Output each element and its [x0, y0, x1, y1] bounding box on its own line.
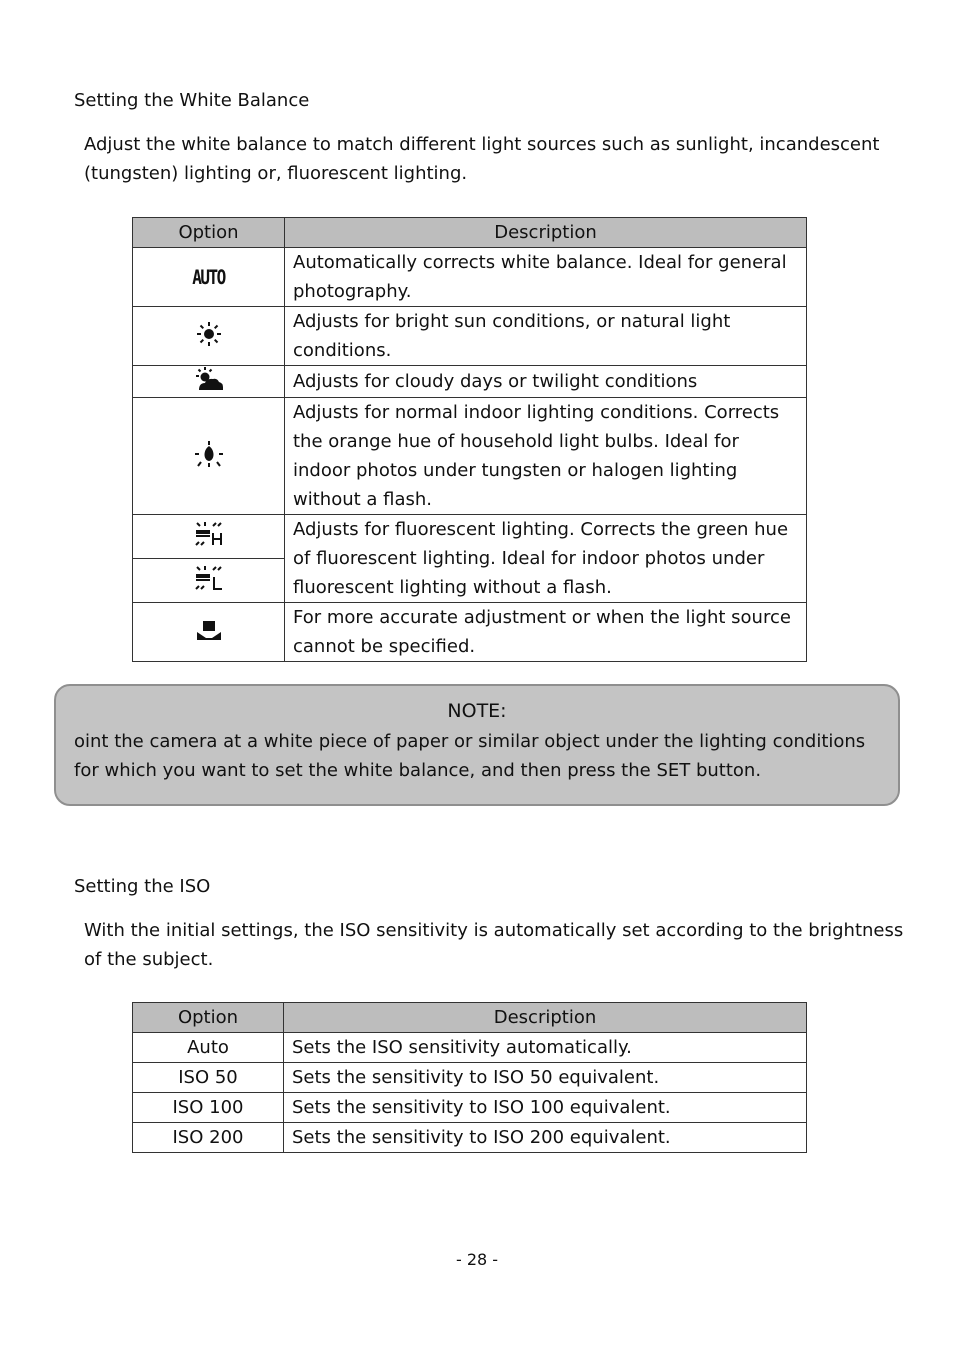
description-cell: Sets the ISO sensitivity automatically.	[284, 1033, 807, 1063]
iso-options-table	[132, 1002, 807, 1153]
table-row	[133, 1063, 807, 1093]
option-cell	[133, 307, 285, 366]
cloudy-icon	[194, 366, 224, 397]
page-number: - 28 -	[455, 1250, 499, 1269]
description-cell: Adjusts for bright sun conditions, or natural light conditions.	[285, 307, 807, 366]
col-option-header: Option	[133, 218, 285, 248]
iso-intro-paragraph: With the initial settings, the ISO sensitivity is automatically set according to the brightness of the subject.	[84, 920, 904, 970]
description-cell: Sets the sensitivity to ISO 200 equivalent.	[284, 1123, 807, 1153]
option-cell	[133, 248, 285, 307]
wb-options-table	[132, 217, 807, 662]
option-cell	[133, 366, 285, 398]
note-box	[54, 684, 900, 806]
iso-section-heading: Setting the ISO	[74, 876, 211, 897]
note-title: NOTE:	[447, 700, 507, 722]
table-row	[133, 307, 807, 366]
option-cell	[133, 603, 285, 662]
set-button-name: SET	[656, 760, 691, 781]
auto-wb-icon: AUTO	[192, 266, 225, 289]
table-header-row	[133, 218, 807, 248]
fluorescent-h-icon	[194, 521, 224, 552]
custom-wb-icon	[195, 619, 223, 646]
option-cell: Auto	[133, 1033, 284, 1063]
table-row	[133, 366, 807, 398]
fluorescent-l-icon	[194, 565, 224, 596]
option-cell: ISO 100	[133, 1093, 284, 1123]
description-cell: Sets the sensitivity to ISO 50 equivalent.	[284, 1063, 807, 1093]
description-cell: For more accurate adjustment or when the light source cannot be specified.	[285, 603, 807, 662]
description-cell: Adjusts for fluorescent lighting. Corrects the green hue of fluorescent lighting. Ideal for indoor photos under fluorescent lighting without a flash.	[285, 515, 807, 603]
note-text	[74, 727, 880, 785]
option-cell	[133, 398, 285, 515]
note-text-before: oint the camera at a white piece of paper or similar object under the lighting conditions for which you want to set the white balance, and then press the	[74, 731, 866, 781]
daylight-icon	[196, 321, 222, 352]
table-row	[133, 603, 807, 662]
table-row	[133, 398, 807, 515]
table-header-row	[133, 1003, 807, 1033]
option-cell: ISO 50	[133, 1063, 284, 1093]
table-row	[133, 515, 807, 559]
description-cell: Adjusts for normal indoor lighting conditions. Corrects the orange hue of household light bulbs. Ideal for indoor photos under tungsten or halogen lighting without a flash.	[285, 398, 807, 515]
col-option-header: Option	[133, 1003, 284, 1033]
col-description-header: Description	[284, 1003, 807, 1033]
table-row	[133, 1123, 807, 1153]
note-text-after: button.	[690, 760, 762, 781]
description-cell: Automatically corrects white balance. Ideal for general photography.	[285, 248, 807, 307]
wb-section-heading: Setting the White Balance	[74, 90, 310, 111]
description-cell: Adjusts for cloudy days or twilight conditions	[285, 366, 807, 398]
wb-intro-paragraph: Adjust the white balance to match different light sources such as sunlight, incandescent (tungsten) lighting or, fluorescent lighting.	[84, 134, 880, 184]
table-row	[133, 1093, 807, 1123]
table-row	[133, 248, 807, 307]
col-description-header: Description	[285, 218, 807, 248]
option-cell	[133, 515, 285, 559]
option-cell	[133, 559, 285, 603]
description-cell: Sets the sensitivity to ISO 100 equivalent.	[284, 1093, 807, 1123]
tungsten-icon	[194, 440, 224, 473]
table-row	[133, 1033, 807, 1063]
option-cell: ISO 200	[133, 1123, 284, 1153]
